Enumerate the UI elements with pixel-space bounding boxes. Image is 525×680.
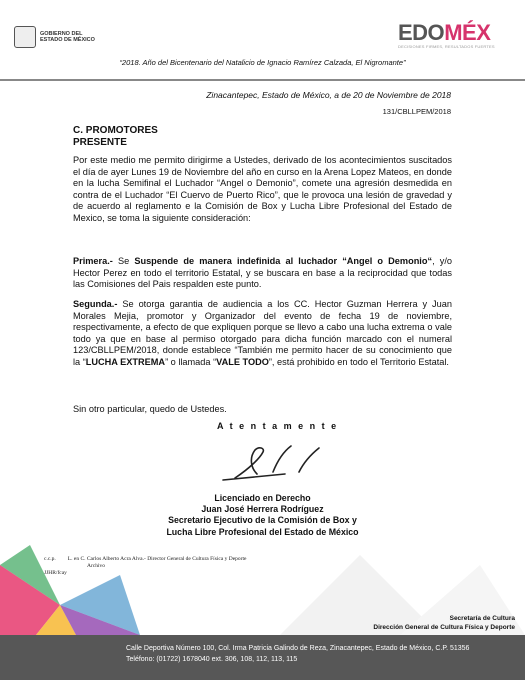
- gobierno-line2: ESTADO DE MÉXICO: [40, 37, 95, 43]
- footer-contact: [126, 643, 469, 665]
- sign-position1: Secretario Ejecutivo de la Comisión de Box y: [168, 515, 357, 526]
- handwritten-signature: [215, 438, 335, 488]
- primera-label: Primera.-: [73, 256, 113, 266]
- primera-rest: , y/o Hector Perez en todo el territorio Estatal, y se buscara en base a la reciprocidad que todas las Comisiones del Pais respalden este punto.: [73, 256, 452, 290]
- ccp-initials: JJHR/fcay: [44, 570, 67, 576]
- intro-paragraph: Por este medio me permito dirigirme a Ustedes, derivado de los acontecimientos suscitados el día de ayer Lunes 19 de Noviembre del año en curso en la Arena Lopez Mateos, en donde en la lucha Semifinal el Luchador “Angel o Demonio”, comete una agresión desmedida en contra de el Luchador “El Cuervo de Puerto Rico”, que le provoca una lesión de gravedad y de acuerdo al reglamento e la Comisión de Box y Lucha Libre Profesional del Estado de Mexico, se toma la siguiente consideración:: [73, 155, 452, 223]
- reference-number: 131/CBLLPEM/2018: [382, 107, 451, 116]
- gobierno-logo: [14, 26, 95, 48]
- footer-address: Calle Deportiva Número 100, Col. Irma Patricia Galindo de Reza, Zinacantepec, Estado de México, C.P. 51356: [126, 645, 470, 652]
- sign-position2: Lucha Libre Profesional del Estado de México: [166, 526, 359, 537]
- place-date: Zinacantepec, Estado de México, a de 20 de Noviembre de 2018: [206, 90, 451, 100]
- addressee: [73, 125, 158, 149]
- addressee-line1: C. PROMOTORES: [73, 125, 158, 136]
- edomex-pre: EDO: [398, 20, 445, 45]
- ccp-line2: Archivo: [87, 563, 106, 569]
- ccp-block: [44, 556, 246, 577]
- closing-line: Sin otro particular, quedo de Ustedes.: [73, 404, 227, 414]
- footer-dept2: Dirección General de Cultura Física y Deporte: [373, 624, 515, 631]
- ccp-line1: L. en C. Carlos Alberto Acra Alva.- Director General de Cultura Física y Deporte: [67, 556, 247, 562]
- segunda-mid: ” o llamada “: [165, 356, 217, 367]
- segunda-bold1: LUCHA EXTREMA: [85, 356, 166, 367]
- segunda-bold2: VALE TODO: [216, 356, 269, 367]
- state-seal-icon: [14, 26, 36, 48]
- segunda-label: Segunda.-: [73, 299, 118, 309]
- footer-phone: Teléfono: (01722) 1678040 ext. 306, 108, 112, 113, 115: [126, 656, 298, 663]
- atentamente: A t e n t a m e n t e: [217, 421, 339, 431]
- gobierno-line1: GOBIERNO DEL: [40, 30, 83, 37]
- header-divider: [0, 79, 525, 81]
- primera-bold: Suspende de manera indefinida al luchador “Angel o Demonio“: [134, 256, 433, 266]
- sign-title: Licenciado en Derecho: [214, 493, 311, 503]
- edomex-hl: MÉX: [444, 20, 491, 45]
- ccp-label: c.c.p.: [44, 556, 56, 562]
- signature-block: [73, 493, 452, 538]
- sign-name: Juan José Herrera Rodríguez: [201, 504, 324, 515]
- primera-mid: Se: [112, 256, 135, 266]
- addressee-line2: PRESENTE: [73, 137, 127, 148]
- segunda-paragraph: [73, 299, 452, 369]
- edomex-tagline: DECISIONES FIRMES, RESULTADOS FUERTES: [398, 44, 495, 49]
- segunda-text: Se otorga garantia de audiencia a los CC. Hector Guzman Herrera y Juan Morales Mejia, promotor y Organizador del evento de fecha 19 de noviembre, respectivamente, a efecto de que expliquen porque se llevo a cabo una lucha extrema o vale todo ya que en base al permiso otorgado para dicha función marcado con el numeral 123/CBLLPEM/2018, donde establece “También me permito hacer de su conocimiento que la “: [73, 299, 452, 367]
- year-motto: “2018. Año del Bicentenario del Natalicio de Ignacio Ramírez Calzada, El Nigromante”: [119, 58, 406, 67]
- footer-department: [373, 614, 515, 632]
- primera-paragraph: [73, 256, 452, 291]
- footer-dept1: Secretaría de Cultura: [449, 615, 515, 622]
- segunda-end: ”, está prohibido en todo el Territorio Estatal.: [268, 356, 449, 367]
- edomex-logo: [398, 20, 495, 49]
